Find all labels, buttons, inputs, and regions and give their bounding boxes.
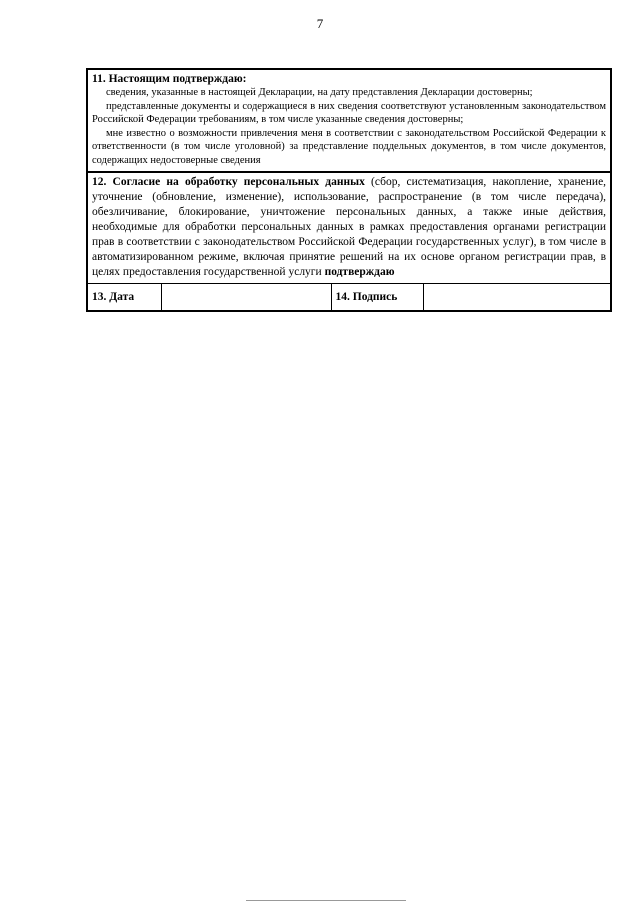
section-11-item: сведения, указанные в настоящей Декларации, на дату представления Декларации достоверны; xyxy=(106,87,533,98)
section-12-confirm: подтверждаю xyxy=(324,265,395,278)
signature-label: 14. Подпись xyxy=(331,283,423,311)
declaration-table xyxy=(86,68,612,312)
section-11-item: представленные документы и содержащиеся в них сведения соответствуют установленным законодательством Российской Федерации требованиям, в том числе указанные сведения достоверны; xyxy=(92,100,607,126)
section-12-body: (сбор, систематизация, накопление, хранение, уточнение (обновление, изменение), использование, распространение (в том числе передача), обезличивание, блокирование, уничтожение персональных данных, а также иные действия, необходимые для обработки персональных данных в рамках предоставления органами регистрации прав в соответствии с законодательством Российской Федерации государственных услуг), в том числе в автоматизированном режиме, включая принятие решений на их основе органом регистрации прав, в целях предоставления государственной услуги xyxy=(92,175,607,278)
section-11-item: мне известно о возможности привлечения меня в соответствии с законодательством Российской Федерации к ответственности (в том числе уголовной) за представление поддельных документов, в том числе документов, содержащих недостоверные сведения xyxy=(92,127,607,166)
section-12 xyxy=(87,172,611,284)
section-12-title: 12. Согласие на обработку персональных данных xyxy=(92,175,365,188)
signature-field[interactable] xyxy=(423,283,611,311)
date-label: 13. Дата xyxy=(87,283,161,311)
date-field[interactable] xyxy=(161,283,331,311)
section-11-title: 11. Настоящим подтверждаю: xyxy=(92,73,247,85)
scan-edge-line xyxy=(246,900,406,901)
section-11 xyxy=(87,69,611,172)
page-number: 7 xyxy=(316,16,324,31)
